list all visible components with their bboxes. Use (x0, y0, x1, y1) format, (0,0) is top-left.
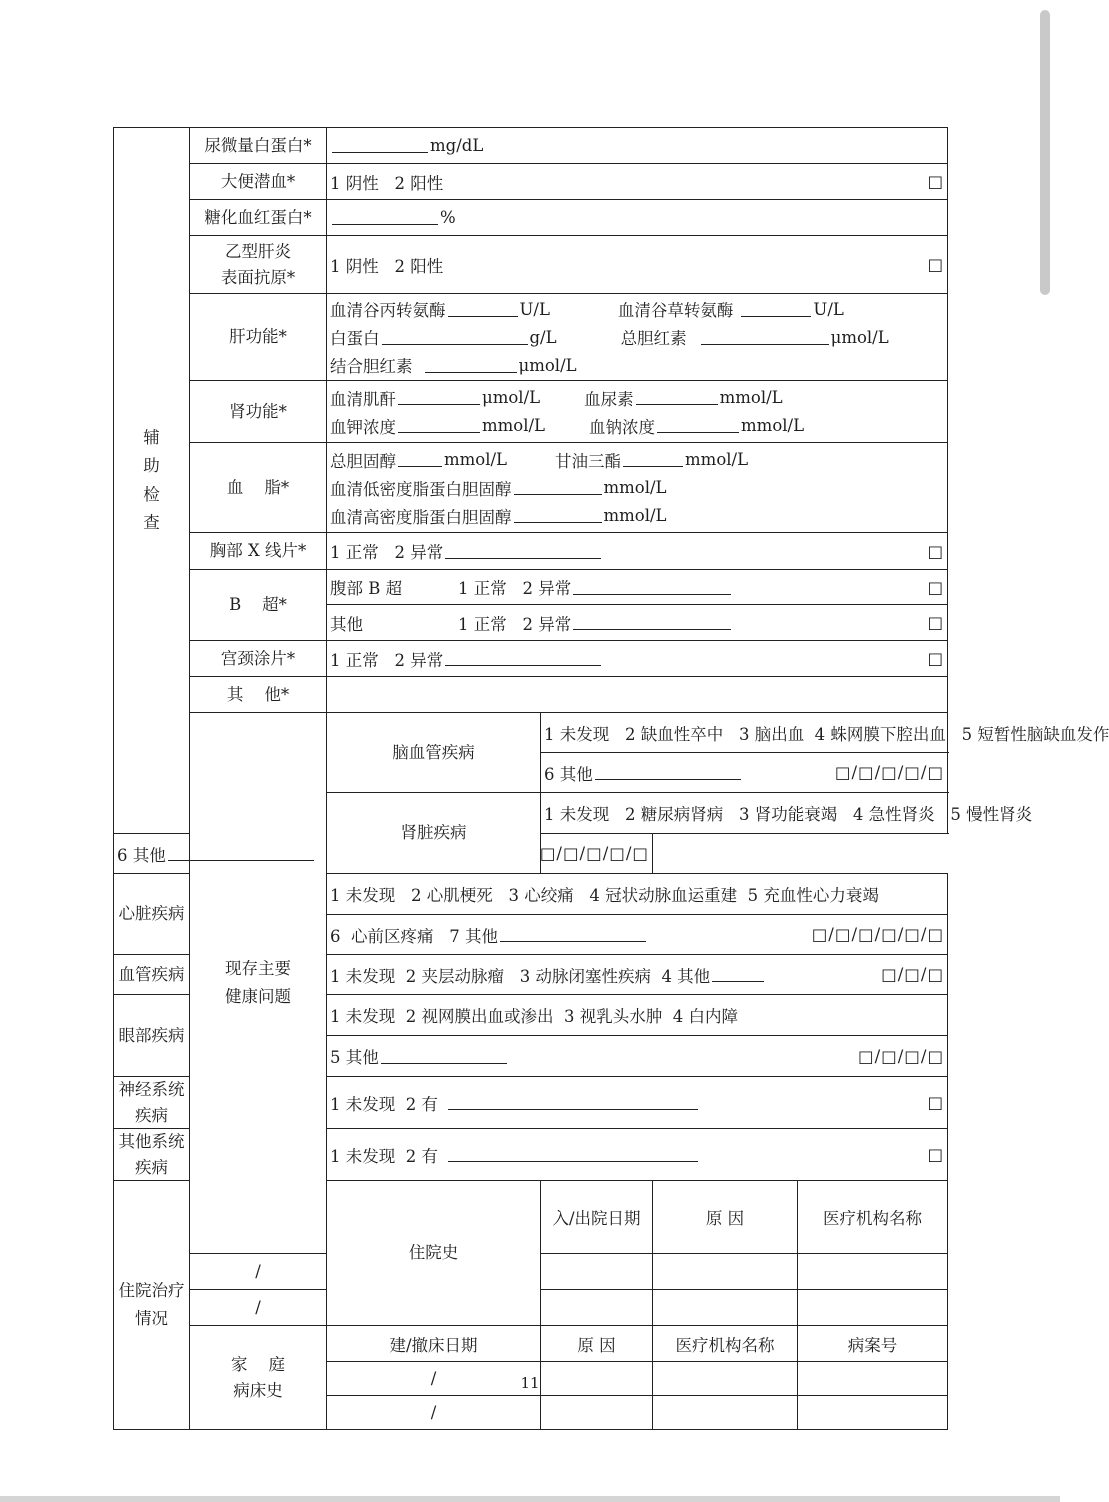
label-line: 乙型肝炎 (225, 241, 291, 261)
checkbox-other-us[interactable]: □ (927, 613, 945, 632)
row-stool-blood (114, 164, 948, 200)
input-pap-abnormal[interactable] (445, 651, 601, 666)
checkbox-heart-disease[interactable]: □/□/□/□/□/□ (811, 925, 945, 944)
field-label: 血清肌酐 (330, 389, 396, 409)
field-label: 血钾浓度 (330, 417, 396, 437)
input-total-cholesterol[interactable] (398, 452, 442, 467)
section-line: 情况 (135, 1309, 168, 1329)
label-aux-other: 其 他* (190, 677, 327, 713)
section-char: 查 (143, 512, 160, 532)
date-cell[interactable]: / (327, 1396, 541, 1430)
section-char: 检 (143, 484, 160, 504)
input-nervous-disease[interactable] (448, 1095, 698, 1110)
row-chest-xray (114, 533, 948, 570)
options-eye-disease: 1 未发现 2 视网膜出血或渗出 3 视乳头水肿 4 白内障 (330, 1007, 738, 1026)
label-pap-smear: 宫颈涂片* (190, 641, 327, 677)
label-b-ultrasound: B 超* (190, 570, 327, 641)
label-kidney-disease: 肾脏疾病 (327, 793, 541, 874)
unit-text: U/L (519, 299, 550, 319)
checkbox-kidney-disease[interactable]: □/□/□/□/□ (539, 844, 649, 863)
input-xray-abnormal[interactable] (445, 544, 601, 559)
date-cell[interactable]: / (327, 1362, 541, 1396)
options-vascular-disease: 1 未发现 2 夹层动脉瘤 3 动脉闭塞性疾病 4 其他 (330, 966, 711, 986)
input-creatinine[interactable] (398, 390, 480, 405)
unit-text: μmol/L (830, 327, 889, 347)
unit-text: mmol/L (603, 478, 667, 497)
checkbox-abdominal-us[interactable]: □ (927, 577, 945, 597)
unit-text: mmol/L (719, 388, 783, 407)
field-label: 白蛋白 (330, 329, 380, 348)
field-label: 甘油三酯 (555, 451, 622, 471)
row-kidney-function (114, 381, 948, 443)
checkbox-stool[interactable]: □ (927, 172, 945, 191)
reason-cell[interactable] (541, 1254, 653, 1290)
row-home-bed-header (114, 1326, 948, 1362)
section-char: 辅 (143, 428, 160, 448)
institution-cell[interactable] (653, 1254, 798, 1290)
options-other-system-disease: 1 未发现 2 有 (330, 1146, 438, 1166)
input-kidney-disease-other[interactable] (168, 846, 314, 861)
options-nervous-disease: 1 未发现 2 有 (330, 1094, 438, 1114)
label-heart-disease: 心脏疾病 (114, 874, 190, 955)
input-ast[interactable] (741, 302, 811, 317)
checkbox-eye-disease[interactable]: □/□/□/□ (858, 1046, 945, 1066)
input-urea[interactable] (636, 390, 718, 405)
col-institution: 医疗机构名称 (798, 1181, 948, 1254)
section-line: 住院治疗 (118, 1281, 185, 1301)
section-char: 助 (143, 456, 160, 476)
unit-text: mmol/L (482, 416, 546, 435)
row-blood-lipid (114, 443, 948, 533)
row-aux-other (114, 677, 948, 713)
unit-text: % (440, 208, 456, 227)
reason-cell[interactable] (541, 1396, 653, 1430)
checkbox-nervous-disease[interactable]: □ (927, 1093, 945, 1113)
date-cell[interactable]: / (190, 1254, 327, 1290)
options-abdominal-us: 1 正常 2 异常 (458, 579, 572, 598)
checkbox-xray[interactable]: □ (927, 541, 945, 561)
field-label: 血清谷丙转氨酶 (330, 301, 446, 320)
row-hba1c (114, 200, 948, 236)
field-label: 血清谷草转氨酶 (617, 301, 734, 320)
option-other: 6 心前区疼痛 7 其他 (330, 926, 498, 946)
options-cerebrovascular: 1 未发现 2 缺血性卒中 3 脑出血 4 蛛网膜下腔出血 5 短暂性脑缺血发作 (544, 724, 1109, 744)
input-hdl[interactable] (514, 508, 602, 523)
field-label: 血清高密度脂蛋白胆固醇 (330, 507, 512, 527)
label-liver: 肝功能* (190, 294, 327, 381)
input-heart-disease-other[interactable] (500, 927, 646, 942)
field-label: 血钠浓度 (589, 417, 656, 437)
record-cell[interactable] (798, 1396, 948, 1430)
horizontal-scrollbar[interactable] (0, 1496, 1060, 1502)
options-xray: 1 正常 2 异常 (330, 543, 444, 562)
label-blood-lipid: 血 脂* (190, 443, 327, 533)
checkbox-pap[interactable]: □ (927, 649, 945, 668)
row-liver-function (114, 294, 948, 381)
field-label: 总胆固醇 (330, 451, 396, 471)
option-other: 5 其他 (330, 1048, 379, 1067)
section-health-problems (190, 713, 327, 1254)
input-aux-other[interactable] (327, 677, 948, 713)
date-cell[interactable]: / (190, 1290, 327, 1326)
row-pap-smear (114, 641, 948, 677)
input-sodium[interactable] (657, 418, 739, 433)
input-dbil[interactable] (425, 358, 517, 373)
field-label: 总胆红素 (620, 329, 687, 348)
section-line: 健康问题 (225, 987, 291, 1007)
col-reason: 原 因 (541, 1326, 653, 1362)
field-label: 腹部 B 超 (330, 579, 403, 598)
field-label: 血清低密度脂蛋白胆固醇 (330, 479, 512, 499)
unit-text: g/L (529, 327, 557, 347)
label-nervous-disease: 神经系统疾病 (114, 1077, 190, 1129)
input-potassium[interactable] (398, 418, 480, 433)
input-eye-disease-other[interactable] (381, 1049, 507, 1064)
checkbox-vascular-disease[interactable]: □/□/□ (881, 965, 945, 984)
options-stool: 1 阴性 2 阳性 (330, 173, 444, 193)
option-other: 6 其他 (117, 845, 166, 865)
unit-text: mmol/L (741, 416, 805, 435)
label-line: 表面抗原* (220, 267, 296, 287)
input-triglyceride[interactable] (623, 452, 683, 467)
unit-text: mg/dL (430, 136, 484, 155)
row-cerebrovascular-1 (114, 713, 948, 753)
row-hbsag (114, 236, 948, 294)
row-kidney-disease-2 (114, 834, 948, 874)
label-stool-blood: 大便潜血* (190, 164, 327, 200)
option-other: 6 其他 (544, 764, 593, 784)
scrollbar[interactable] (1040, 10, 1050, 295)
label-line: 家 庭 (231, 1355, 285, 1375)
label-chest-xray: 胸部 X 线片* (190, 533, 327, 570)
unit-text: U/L (813, 299, 844, 319)
label-eye-disease: 眼部疾病 (114, 995, 190, 1077)
input-urine-albumin[interactable] (332, 138, 428, 153)
input-abdominal-us-abnormal[interactable] (573, 580, 731, 595)
institution-cell[interactable] (653, 1290, 798, 1326)
label-other-system-disease: 其他系统疾病 (114, 1129, 190, 1181)
input-vascular-other[interactable] (712, 967, 764, 982)
unit-text: mmol/L (603, 506, 667, 525)
label-hba1c: 糖化血红蛋白* (190, 200, 327, 236)
col-setup-removal-dates: 建/撤床日期 (327, 1326, 541, 1362)
health-record-form (113, 127, 1109, 1430)
unit-text: μmol/L (518, 355, 577, 375)
input-ldl[interactable] (514, 480, 602, 495)
label-hbsag (190, 236, 327, 294)
label-line: 病床史 (233, 1380, 283, 1400)
label-cerebrovascular: 脑血管疾病 (327, 713, 541, 793)
checkbox-cerebrovascular[interactable]: □/□/□/□/□ (834, 763, 945, 782)
input-alt[interactable] (448, 302, 518, 317)
col-record-number: 病案号 (798, 1326, 948, 1362)
row-b-ultrasound-abdomen (114, 570, 948, 605)
page-number: 11 (520, 1374, 540, 1392)
options-hbsag: 1 阴性 2 阳性 (330, 256, 444, 276)
section-hospitalization (114, 1181, 190, 1430)
row-urine-albumin (114, 128, 948, 164)
institution-cell[interactable] (653, 1396, 798, 1430)
record-cell[interactable] (798, 1290, 948, 1326)
input-cerebrovascular-other[interactable] (595, 765, 741, 780)
input-hba1c[interactable] (332, 210, 438, 225)
field-label: 其他 (330, 614, 363, 634)
unit-text: mmol/L (444, 450, 508, 469)
options-kidney-disease: 1 未发现 2 糖尿病肾病 3 肾功能衰竭 4 急性肾炎 5 慢性肾炎 (544, 805, 1033, 824)
record-cell[interactable] (798, 1254, 948, 1290)
field-label: 结合胆红素 (330, 357, 413, 376)
checkbox-other-system-disease[interactable]: □ (927, 1145, 945, 1165)
options-heart-disease: 1 未发现 2 心肌梗死 3 心绞痛 4 冠状动脉血运重建 5 充血性心力衰竭 (330, 886, 879, 905)
options-other-us: 1 正常 2 异常 (458, 614, 572, 634)
input-albumin[interactable] (382, 330, 528, 345)
label-inpatient-history: 住院史 (327, 1181, 541, 1326)
options-pap: 1 正常 2 异常 (330, 650, 444, 670)
col-in-out-dates: 入/出院日期 (541, 1181, 653, 1254)
col-reason: 原 因 (653, 1181, 798, 1254)
section-aux-exam (114, 128, 190, 834)
reason-cell[interactable] (541, 1290, 653, 1326)
col-institution: 医疗机构名称 (653, 1326, 798, 1362)
checkbox-hbsag[interactable]: □ (927, 255, 945, 274)
input-tbil[interactable] (701, 330, 829, 345)
input-other-us-abnormal[interactable] (573, 615, 731, 630)
unit-text: mmol/L (685, 450, 749, 469)
label-vascular-disease: 血管疾病 (114, 955, 190, 995)
field-label: 血尿素 (584, 389, 634, 409)
unit-text: μmol/L (482, 388, 541, 407)
label-urine-albumin: 尿微量白蛋白* (190, 128, 327, 164)
section-line: 现存主要 (225, 959, 291, 979)
input-other-system-disease[interactable] (448, 1147, 698, 1162)
label-kidney-function: 肾功能* (190, 381, 327, 443)
